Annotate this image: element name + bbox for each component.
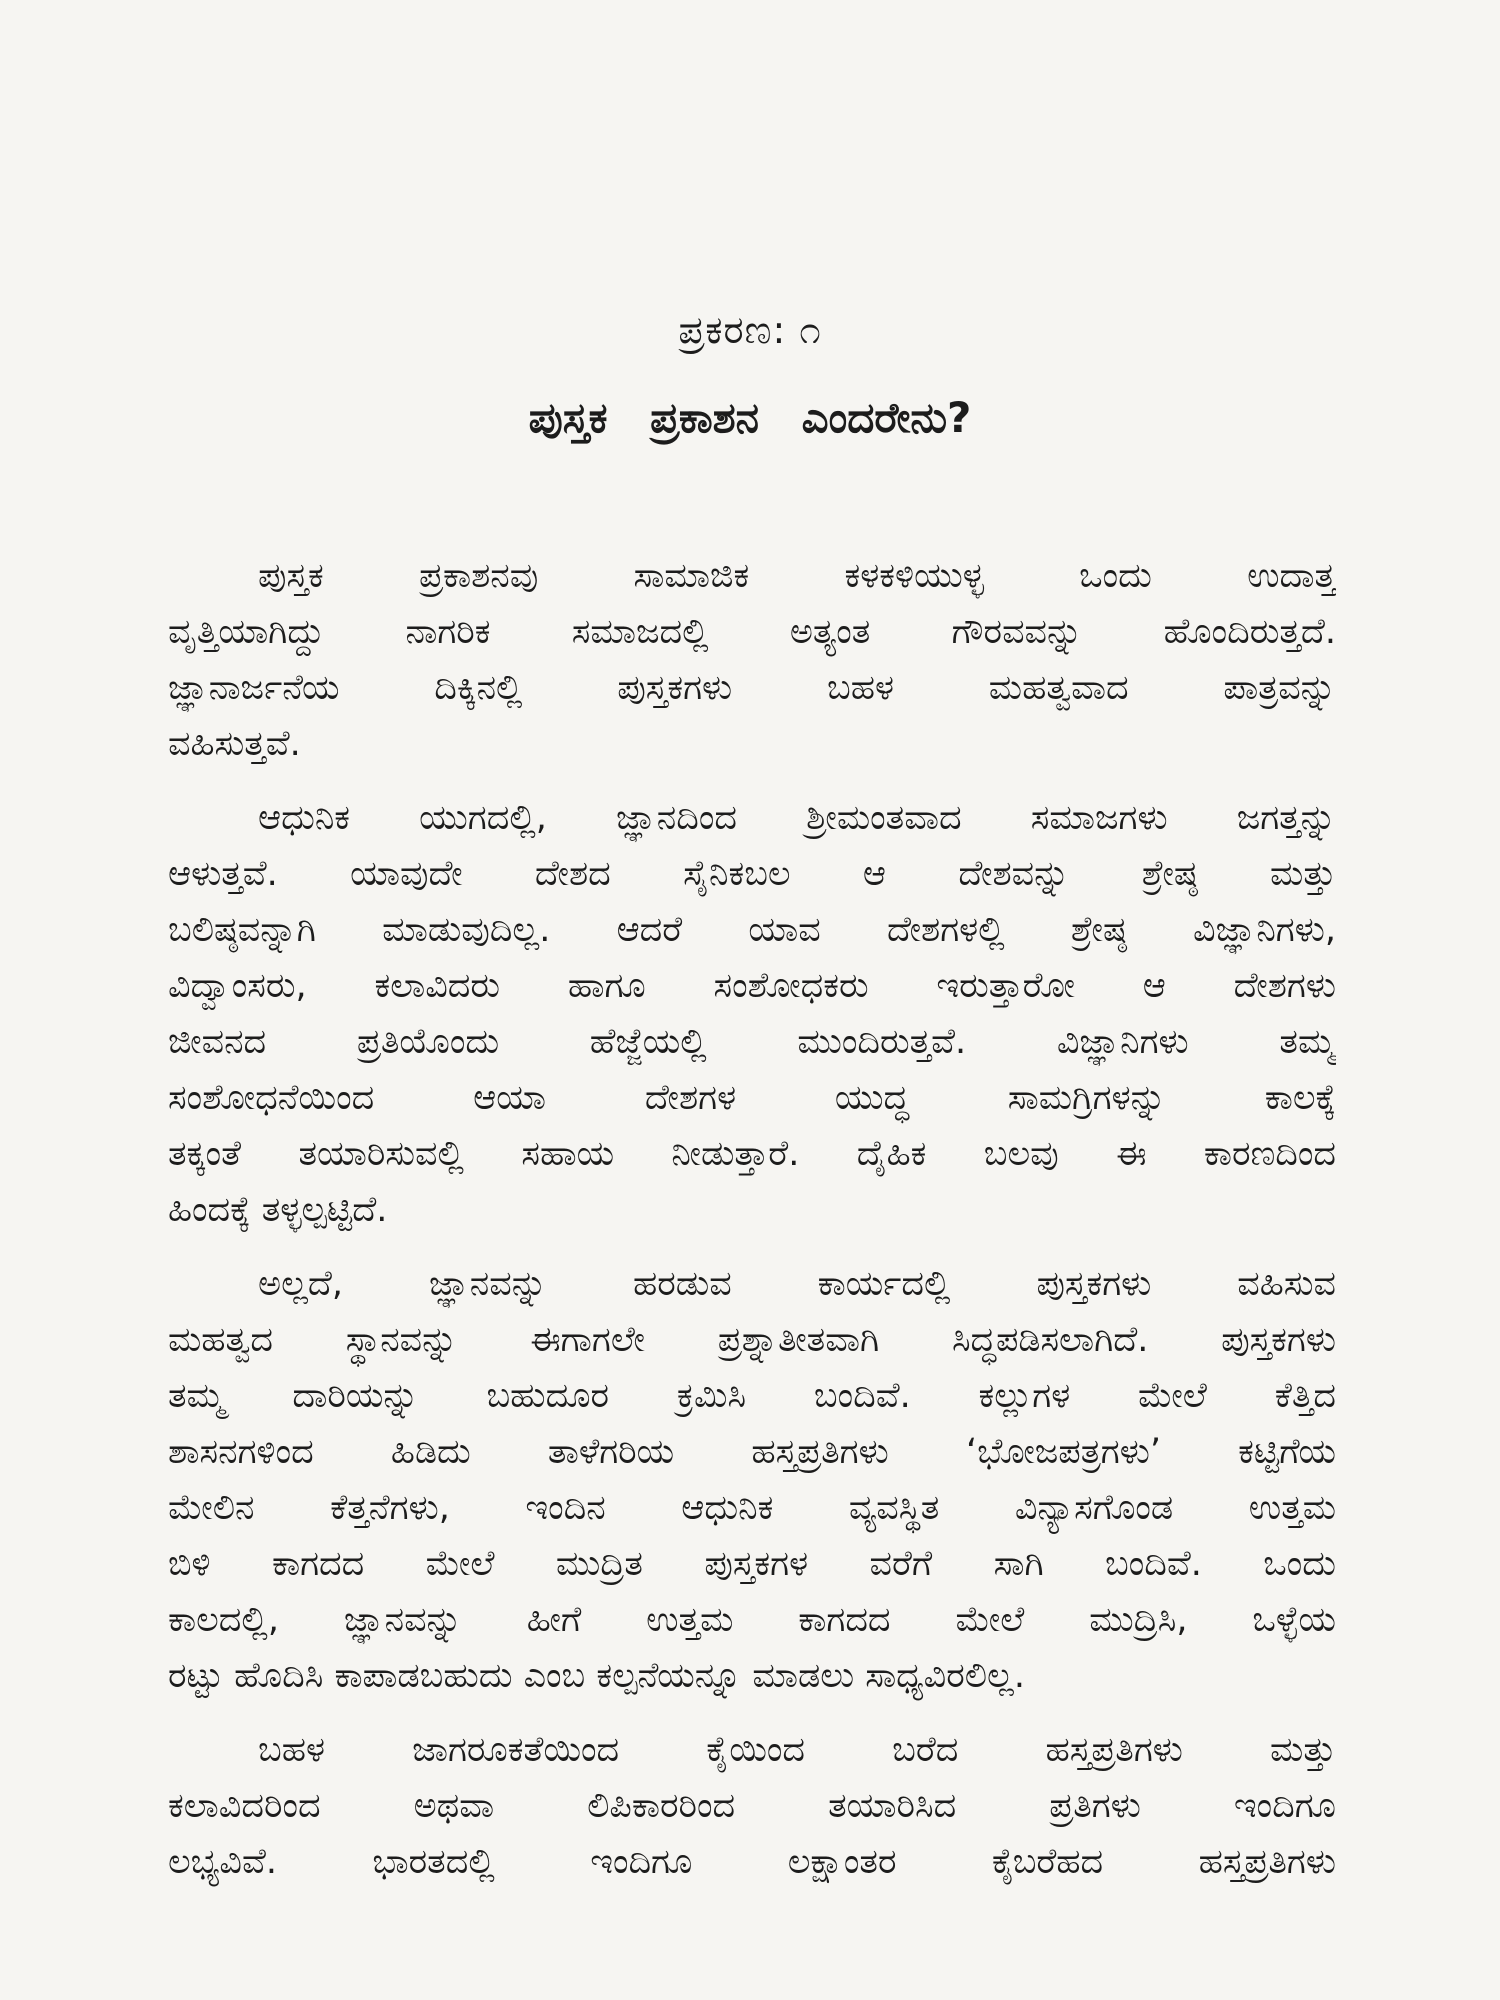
text-line: ಹಿಂದಕ್ಕೆ ತಳ್ಳಲ್ಪಟ್ಟಿದೆ. <box>168 1190 388 1230</box>
text-line: ಬಹಳ ಜಾಗರೂಕತೆಯಿಂದ ಕೈಯಿಂದ ಬರೆದ ಹಸ್ತಪ್ರತಿಗಳು ಮತ್ತು <box>258 1730 1336 1770</box>
paragraph-1 <box>168 548 1336 772</box>
text-line: ವೃತ್ತಿಯಾಗಿದ್ದು ನಾಗರಿಕ ಸಮಾಜದಲ್ಲಿ ಅತ್ಯಂತ ಗೌರವವನ್ನು ಹೊಂದಿರುತ್ತದೆ. <box>168 612 1336 652</box>
text-line: ಪುಸ್ತಕ ಪ್ರಕಾಶನವು ಸಾಮಾಜಿಕ ಕಳಕಳಿಯುಳ್ಳ ಒಂದು ಉದಾತ್ತ <box>258 556 1336 596</box>
text-line: ಜೀವನದ ಪ್ರತಿಯೊಂದು ಹೆಜ್ಜೆಯಲ್ಲಿ ಮುಂದಿರುತ್ತವೆ. ವಿಜ್ಞಾನಿಗಳು ತಮ್ಮ <box>168 1022 1336 1062</box>
text-line: ವಹಿಸುತ್ತವೆ. <box>168 724 301 764</box>
paragraph-3 <box>168 1256 1336 1704</box>
text-line: ಮಹತ್ವದ ಸ್ಥಾನವನ್ನು ಈಗಾಗಲೇ ಪ್ರಶ್ನಾತೀತವಾಗಿ ಸಿದ್ಧಪಡಿಸಲಾಗಿದೆ. ಪುಸ್ತಕಗಳು <box>168 1320 1336 1360</box>
text-line: ಅಲ್ಲದೆ, ಜ್ಞಾನವನ್ನು ಹರಡುವ ಕಾರ್ಯದಲ್ಲಿ ಪುಸ್ತಕಗಳು ವಹಿಸುವ <box>258 1264 1336 1304</box>
text-line: ಜ್ಞಾನಾರ್ಜನೆಯ ದಿಕ್ಕಿನಲ್ಲಿ ಪುಸ್ತಕಗಳು ಬಹಳ ಮಹತ್ವವಾದ ಪಾತ್ರವನ್ನು <box>168 668 1336 708</box>
text-line: ಲಭ್ಯವಿವೆ. ಭಾರತದಲ್ಲಿ ಇಂದಿಗೂ ಲಕ್ಷಾಂತರ ಕೈಬರೆಹದ ಹಸ್ತಪ್ರತಿಗಳು <box>168 1842 1336 1882</box>
text-line: ಆಳುತ್ತವೆ. ಯಾವುದೇ ದೇಶದ ಸೈನಿಕಬಲ ಆ ದೇಶವನ್ನು ಶ್ರೇಷ್ಠ ಮತ್ತು <box>168 854 1336 894</box>
text-line: ತಮ್ಮ ದಾರಿಯನ್ನು ಬಹುದೂರ ಕ್ರಮಿಸಿ ಬಂದಿವೆ. ಕಲ್ಲುಗಳ ಮೇಲೆ ಕೆತ್ತಿದ <box>168 1376 1336 1416</box>
text-line: ಶಾಸನಗಳಿಂದ ಹಿಡಿದು ತಾಳೆಗರಿಯ ಹಸ್ತಪ್ರತಿಗಳು ‘ಭೋಜಪತ್ರಗಳು’ ಕಟ್ಟಿಗೆಯ <box>168 1432 1336 1472</box>
chapter-heading: ಪ್ರಕರಣ: ೧ <box>678 308 822 352</box>
text-line: ಮೇಲಿನ ಕೆತ್ತನೆಗಳು, ಇಂದಿನ ಆಧುನಿಕ ವ್ಯವಸ್ಥಿತ ವಿನ್ಯಾಸಗೊಂಡ ಉತ್ತಮ <box>168 1488 1336 1528</box>
paragraph-2 <box>168 790 1336 1238</box>
text-line: ಆಧುನಿಕ ಯುಗದಲ್ಲಿ, ಜ್ಞಾನದಿಂದ ಶ್ರೀಮಂತವಾದ ಸಮಾಜಗಳು ಜಗತ್ತನ್ನು <box>258 798 1336 838</box>
paragraph-4 <box>168 1722 1336 1890</box>
text-line: ಕಾಲದಲ್ಲಿ, ಜ್ಞಾನವನ್ನು ಹೀಗೆ ಉತ್ತಮ ಕಾಗದದ ಮೇಲೆ ಮುದ್ರಿಸಿ, ಒಳ್ಳೆಯ <box>168 1600 1336 1640</box>
text-line: ತಕ್ಕಂತೆ ತಯಾರಿಸುವಲ್ಲಿ ಸಹಾಯ ನೀಡುತ್ತಾರೆ. ದೈಹಿಕ ಬಲವು ಈ ಕಾರಣದಿಂದ <box>168 1134 1336 1174</box>
text-line: ವಿದ್ವಾಂಸರು, ಕಲಾವಿದರು ಹಾಗೂ ಸಂಶೋಧಕರು ಇರುತ್ತಾರೋ ಆ ದೇಶಗಳು <box>168 966 1336 1006</box>
chapter-title: ಪುಸ್ತಕ ಪ್ರಕಾಶನ ಎಂದರೇನು? <box>528 393 972 442</box>
text-line: ರಟ್ಟು ಹೊದಿಸಿ ಕಾಪಾಡಬಹುದು ಎಂಬ ಕಲ್ಪನೆಯನ್ನೂ ಮಾಡಲು ಸಾಧ್ಯವಿರಲಿಲ್ಲ. <box>168 1656 1025 1696</box>
text-line: ಬಲಿಷ್ಠವನ್ನಾಗಿ ಮಾಡುವುದಿಲ್ಲ. ಆದರೆ ಯಾವ ದೇಶಗಳಲ್ಲಿ ಶ್ರೇಷ್ಠ ವಿಜ್ಞಾನಿಗಳು, <box>168 910 1336 950</box>
text-line: ಬಿಳಿ ಕಾಗದದ ಮೇಲೆ ಮುದ್ರಿತ ಪುಸ್ತಕಗಳ ವರೆಗೆ ಸಾಗಿ ಬಂದಿವೆ. ಒಂದು <box>168 1544 1336 1584</box>
text-line: ಕಲಾವಿದರಿಂದ ಅಥವಾ ಲಿಪಿಕಾರರಿಂದ ತಯಾರಿಸಿದ ಪ್ರತಿಗಳು ಇಂದಿಗೂ <box>168 1786 1336 1826</box>
text-line: ಸಂಶೋಧನೆಯಿಂದ ಆಯಾ ದೇಶಗಳ ಯುದ್ಧ ಸಾಮಗ್ರಿಗಳನ್ನು ಕಾಲಕ್ಕೆ <box>168 1078 1336 1118</box>
